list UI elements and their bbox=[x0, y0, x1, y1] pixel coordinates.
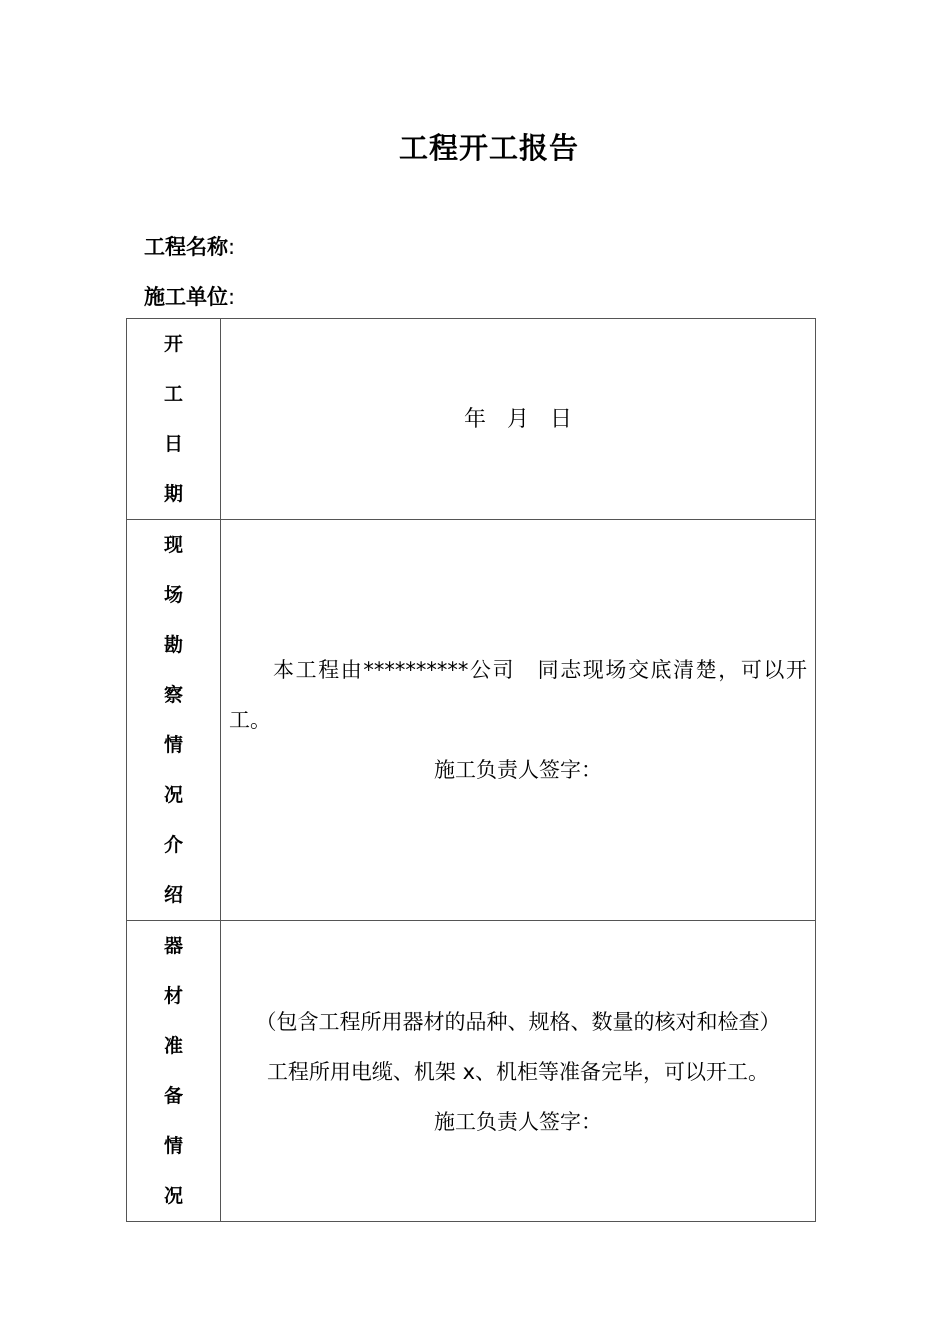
construction-unit-colon: : bbox=[228, 285, 236, 309]
material-prep-content-cell bbox=[221, 921, 816, 1222]
label-char: 现 bbox=[163, 534, 183, 556]
document-title: 工程开工报告 bbox=[398, 131, 579, 165]
label-char: 准 bbox=[163, 1035, 183, 1057]
project-name-field bbox=[144, 231, 235, 261]
site-survey-content bbox=[221, 645, 815, 795]
label-char: 绍 bbox=[163, 884, 183, 906]
label-char: 备 bbox=[163, 1085, 183, 1107]
label-char: 材 bbox=[163, 985, 183, 1007]
label-char: 察 bbox=[163, 684, 183, 706]
label-char: 况 bbox=[163, 1185, 183, 1207]
label-char: 工 bbox=[163, 383, 183, 405]
start-date-label bbox=[127, 319, 220, 519]
project-name-colon: : bbox=[228, 235, 236, 259]
label-char: 勘 bbox=[163, 634, 183, 656]
label-char: 情 bbox=[163, 734, 183, 756]
material-prep-note: （包含工程所用器材的品种、规格、数量的核对和检查） bbox=[255, 1010, 781, 1034]
label-char: 期 bbox=[163, 483, 183, 505]
start-date-value-cell bbox=[221, 319, 816, 520]
site-survey-label bbox=[127, 520, 220, 920]
label-char: 器 bbox=[163, 935, 183, 957]
start-date-text: 年 月 日 bbox=[464, 406, 572, 432]
material-prep-content bbox=[221, 995, 815, 1147]
label-char: 情 bbox=[163, 1135, 183, 1157]
site-survey-content-cell bbox=[221, 520, 816, 921]
construction-unit-field bbox=[144, 281, 235, 311]
label-char: 场 bbox=[163, 584, 183, 606]
material-prep-label bbox=[127, 921, 220, 1221]
label-char: 日 bbox=[163, 433, 183, 455]
label-char: 况 bbox=[163, 784, 183, 806]
label-char: 介 bbox=[163, 834, 183, 856]
site-survey-row bbox=[127, 520, 816, 921]
site-survey-paragraph: 本工程由**********公司 同志现场交底清楚，可以开工。 bbox=[229, 658, 807, 732]
material-prep-statement: 工程所用电缆、机架 x、机柜等准备完毕，可以开工。 bbox=[266, 1060, 770, 1084]
start-date-label-cell bbox=[127, 319, 221, 520]
site-survey-signature: 施工负责人签字： bbox=[434, 758, 602, 782]
project-name-label: 工程名称 bbox=[144, 235, 228, 259]
material-prep-row bbox=[127, 921, 816, 1222]
material-prep-signature: 施工负责人签字： bbox=[434, 1110, 602, 1134]
label-char: 开 bbox=[163, 333, 183, 355]
material-prep-label-cell bbox=[127, 921, 221, 1222]
start-date-row bbox=[127, 319, 816, 520]
site-survey-label-cell bbox=[127, 520, 221, 921]
construction-unit-label: 施工单位 bbox=[144, 285, 228, 309]
report-table bbox=[126, 318, 816, 1222]
